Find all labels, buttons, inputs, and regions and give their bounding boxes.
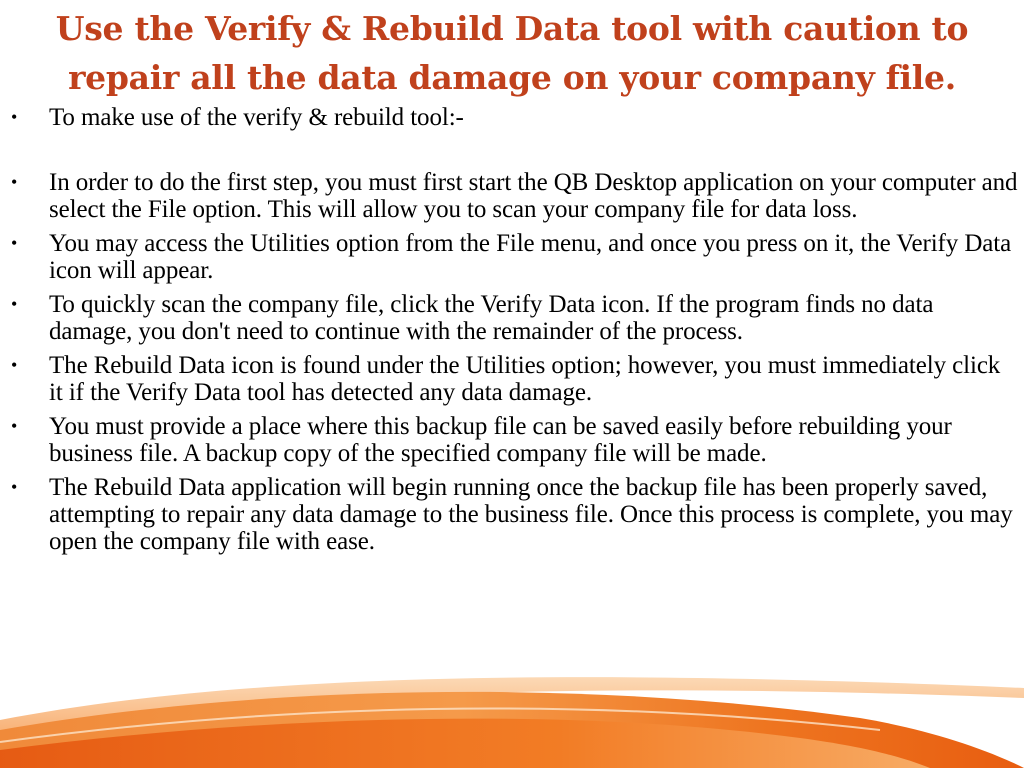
bullet-text: The Rebuild Data application will begin running once the backup file has been properly saved, attempting to repair any data damage to the business file. Once this process is complete, you may open the company file with ease. xyxy=(49,474,1013,555)
bullet-marker-icon: • xyxy=(11,172,18,192)
slide-title: Use the Verify & Rebuild Data tool with caution to repair all the data damage on your company file. xyxy=(55,9,969,97)
bullet-marker-icon: • xyxy=(11,477,18,497)
bullet-item xyxy=(0,169,1018,223)
bullet-text: To quickly scan the company file, click the Verify Data icon. If the program finds no data damage, you don't need to continue with the remainder of the process. xyxy=(49,291,934,345)
decorative-orange-wave xyxy=(0,658,1024,768)
bullet-marker-icon: • xyxy=(11,416,18,436)
bullet-text: You must provide a place where this backup file can be saved easily before rebuilding your business file. A backup copy of the specified company file will be made. xyxy=(49,413,952,467)
bullet-item xyxy=(0,413,1018,467)
bullet-item xyxy=(0,291,1018,345)
bullet-text: The Rebuild Data icon is found under the Utilities option; however, you must immediately click it if the Verify Data tool has detected any data damage. xyxy=(49,352,1001,406)
bullet-text: In order to do the first step, you must first start the QB Desktop application on your computer and select the File option. This will allow you to scan your company file for data loss. xyxy=(49,169,1018,223)
bullet-text: You may access the Utilities option from the File menu, and once you press on it, the Verify Data icon will appear. xyxy=(49,230,1012,284)
bullet-item xyxy=(0,474,1018,555)
bullet-marker-icon: • xyxy=(11,355,18,375)
bullet-marker-icon: • xyxy=(11,294,18,314)
bullet-item xyxy=(0,352,1018,406)
bullet-list xyxy=(0,104,1018,562)
bullet-marker-icon: • xyxy=(11,107,18,127)
bullet-text: To make use of the verify & rebuild tool:- xyxy=(49,104,464,131)
bullet-marker-icon: • xyxy=(11,233,18,253)
bullet-item xyxy=(0,230,1018,284)
bullet-item xyxy=(0,104,1018,131)
